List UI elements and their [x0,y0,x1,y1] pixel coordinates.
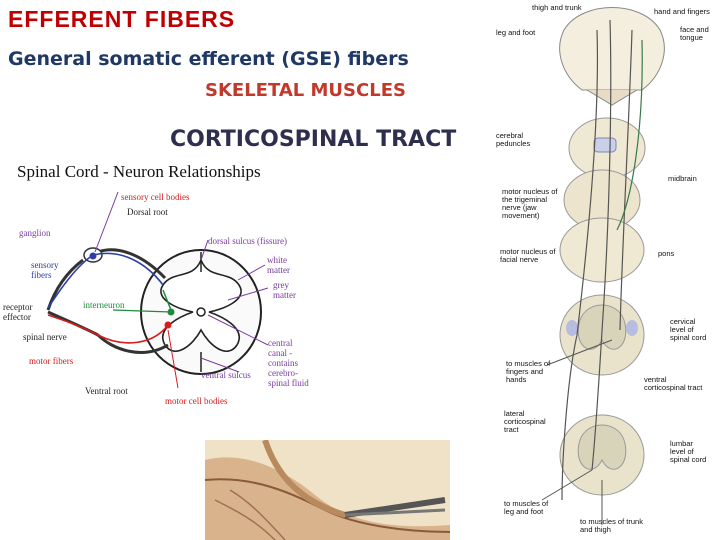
label-spinal-nerve: spinal nerve [23,332,67,342]
label-sensory-fibers: sensory fibers [31,260,59,280]
label-cerebral-peduncles: cerebral peduncles [496,131,531,148]
label-hand-fingers: hand and fingers [654,7,710,16]
label-lateral-cst: lateral corticospinal tract [504,409,546,434]
label-dorsal-root: Dorsal root [127,207,168,217]
slide-title: EFFERENT FIBERS [8,6,236,32]
label-dorsal-sulcus: dorsal sulcus (fissure) [208,236,287,246]
label-thigh-trunk: thigh and trunk [532,3,582,12]
label-facial: motor nucleus of facial nerve [500,247,556,264]
diagram-title: Spinal Cord - Neuron Relationships [17,162,261,181]
label-ventral-sulcus: ventral sulcus [201,370,251,380]
label-ganglion: ganglion [19,228,51,238]
corticospinal-pathway-diagram [492,0,720,540]
label-receptor-effector: receptor effector [3,302,33,322]
tract-heading: CORTICOSPINAL TRACT [170,127,457,152]
target-heading: SKELETAL MUSCLES [205,80,406,101]
label-face-tongue: face and tongue [680,25,709,42]
slide-subtitle: General somatic efferent (GSE) fibers [8,48,409,70]
label-ventral-root: Ventral root [85,386,128,396]
muscle-nerve-drawing [205,440,450,540]
label-sensory-cell-bodies: sensory cell bodies [121,192,190,202]
label-interneuron: interneuron [83,300,125,310]
label-ventral-cst: ventral corticospinal tract [644,375,703,392]
label-muscles-trunk: to muscles of trunk and thigh [580,517,643,534]
label-grey-matter: grey matter [273,280,296,300]
label-central-canal: central canal - contains cerebro-spinal fluid [268,338,309,388]
label-motor-fibers: motor fibers [29,356,74,366]
spinal-cord-diagram [3,160,310,410]
label-lumbar: lumbar level of spinal cord [670,439,707,464]
label-trigeminal: motor nucleus of the trigeminal nerve (jaw movement) [502,187,558,220]
muscle-nerve-illustration [205,440,450,540]
label-leg-foot: leg and foot [496,28,536,37]
label-muscles-fingers: to muscles of fingers and hands [506,359,551,384]
label-midbrain: midbrain [668,174,697,183]
label-cervical: cervical level of spinal cord [670,317,707,342]
label-motor-cell-bodies: motor cell bodies [165,396,228,406]
label-muscles-leg: to muscles of leg and foot [504,499,549,516]
label-white-matter: white matter [267,255,290,275]
label-pons: pons [658,249,675,258]
